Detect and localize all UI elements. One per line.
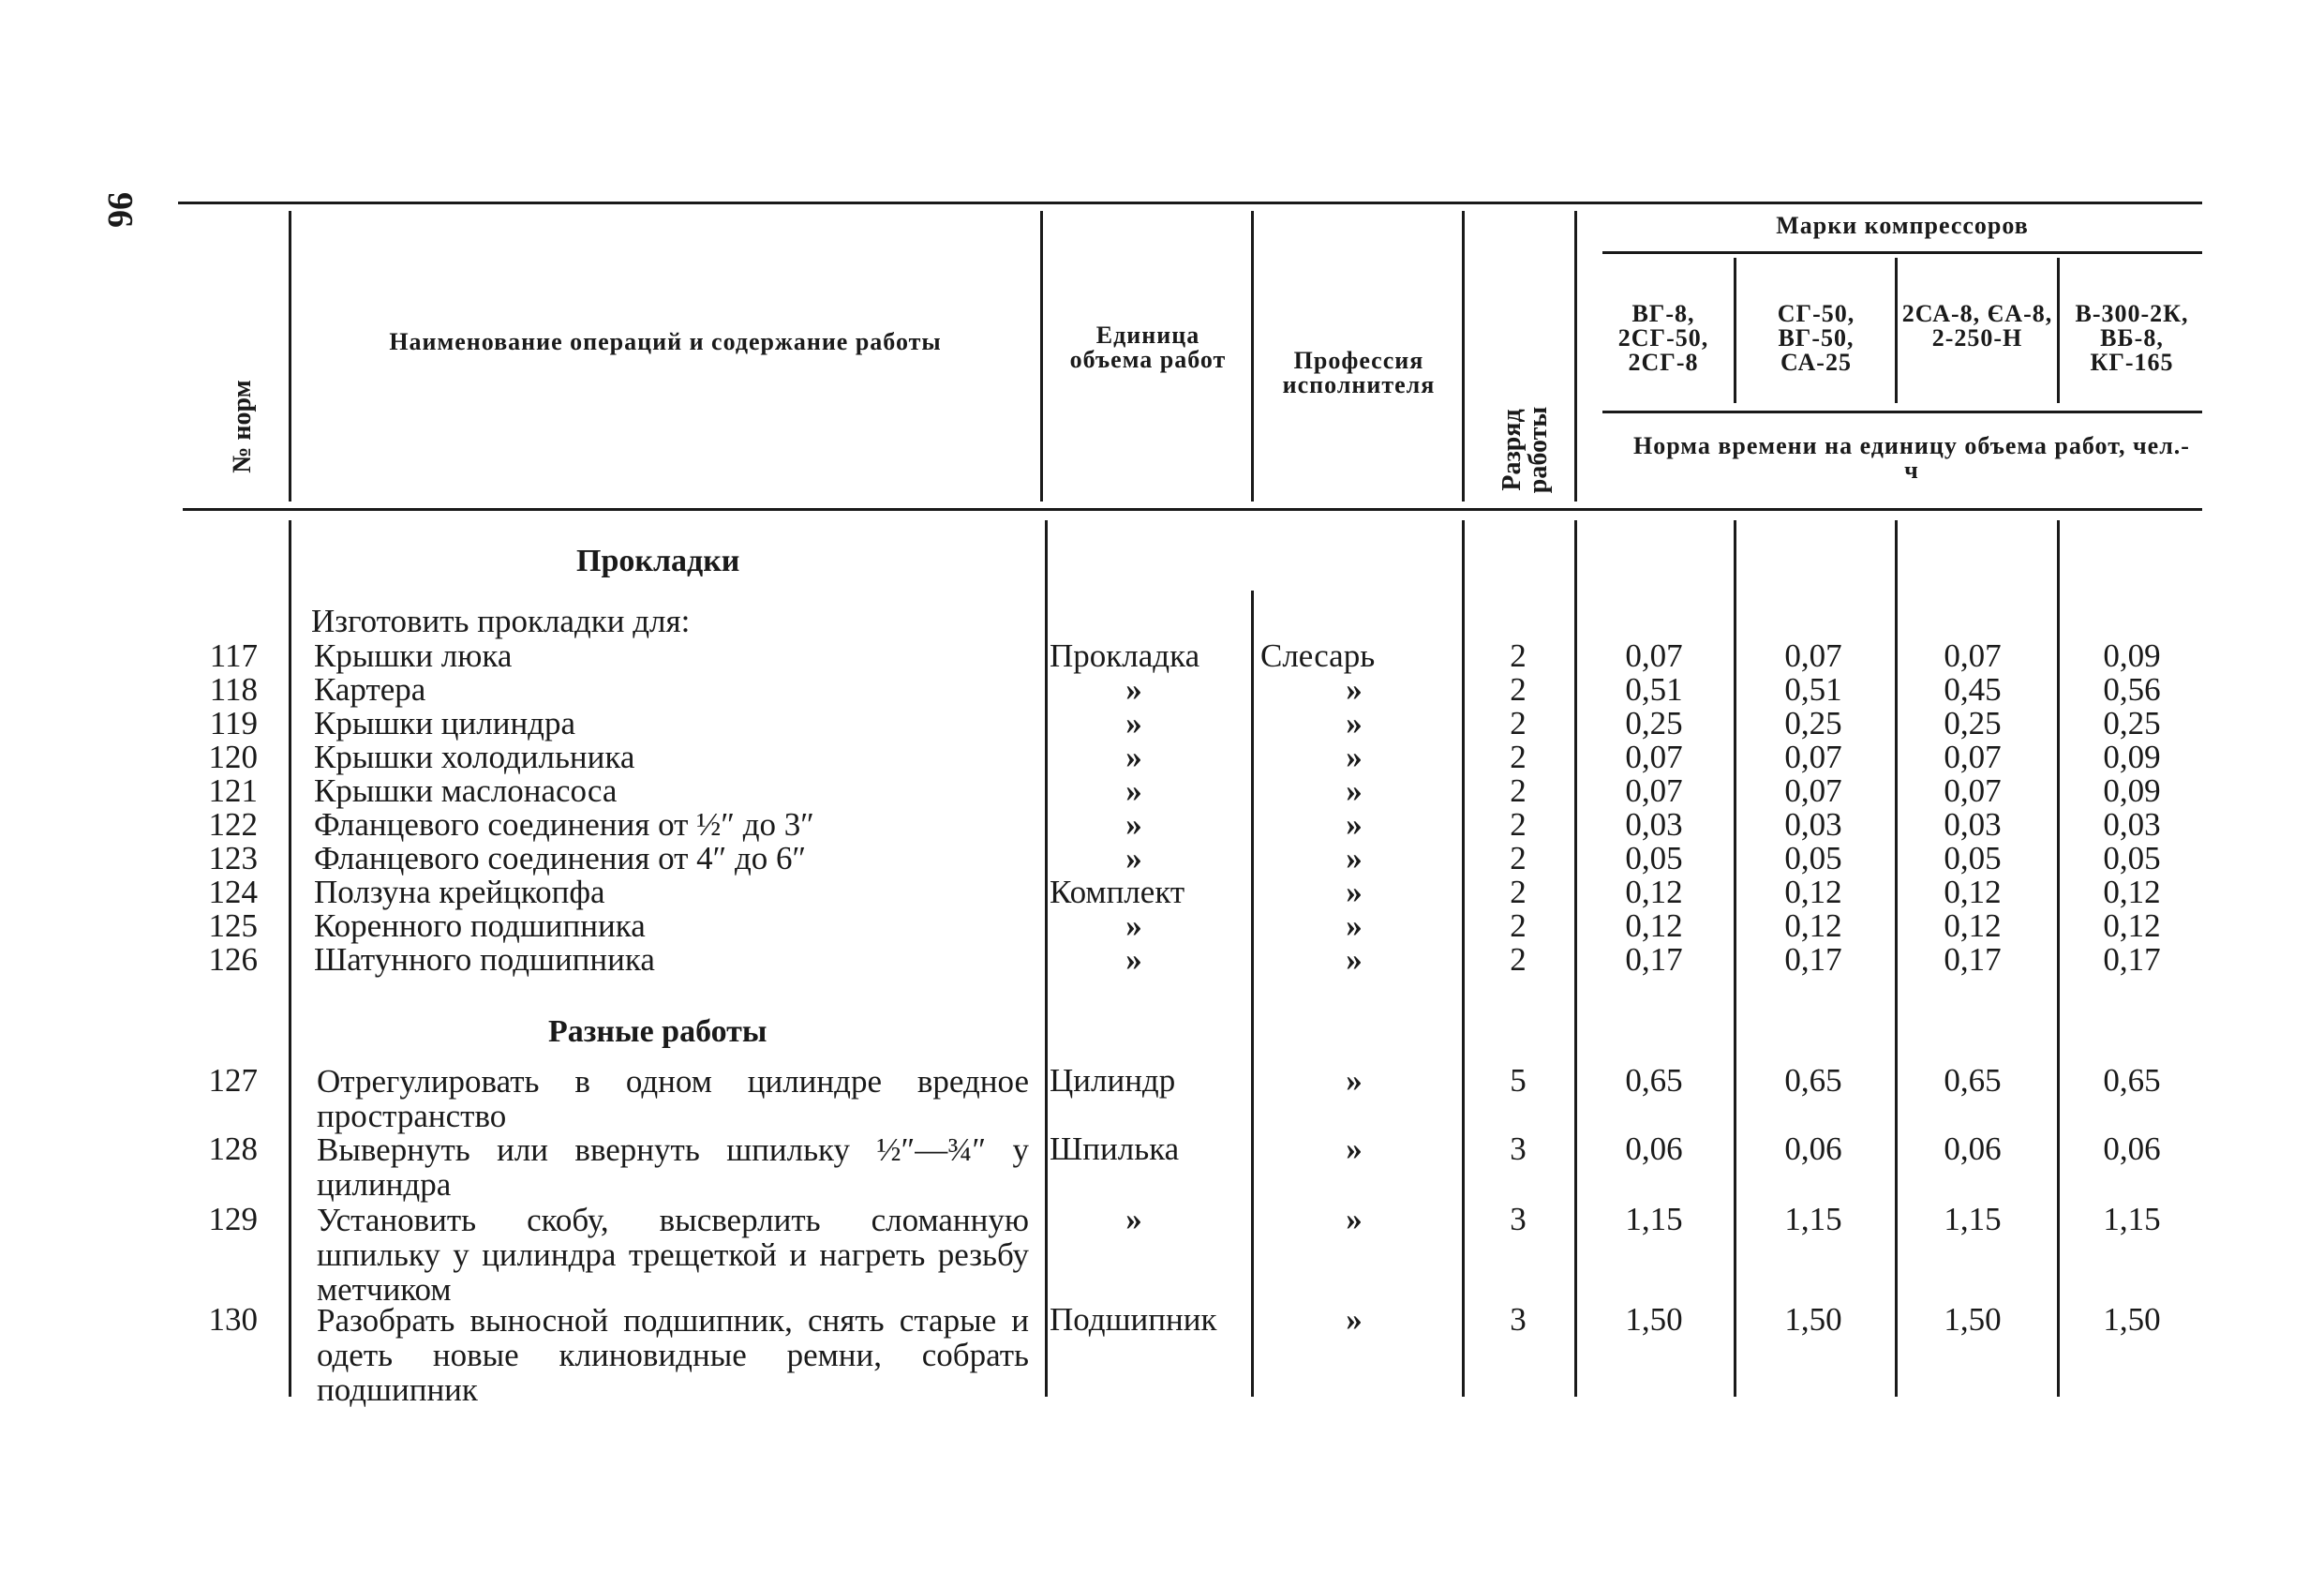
- row-number: 129: [208, 1201, 258, 1237]
- row-grade: 2: [1510, 874, 1527, 910]
- row-number: 119: [209, 705, 258, 741]
- row-grade: 5: [1510, 1062, 1527, 1099]
- row-value: 0,07: [1625, 637, 1683, 674]
- row-grade: 2: [1510, 941, 1527, 978]
- row-value: 0,12: [1625, 907, 1683, 944]
- row-number: 127: [208, 1062, 258, 1099]
- row-name: Коренного подшипника: [314, 907, 646, 944]
- row-profession: »: [1346, 941, 1363, 978]
- row-value: 0,07: [1625, 739, 1683, 775]
- row-profession: »: [1346, 772, 1363, 809]
- row-value: 0,07: [1944, 739, 2002, 775]
- row-value: 0,09: [2103, 637, 2161, 674]
- row-value: 0,09: [2103, 739, 2161, 775]
- row-name: Вывернуть или ввернуть шпильку ½″—¾″ у цилиндра: [317, 1131, 1029, 1203]
- row-grade: 2: [1510, 907, 1527, 944]
- row-value: 0,12: [1784, 874, 1842, 910]
- row-value: 0,65: [1625, 1062, 1683, 1099]
- row-value: 0,17: [2103, 941, 2161, 978]
- row-value: 0,03: [2103, 806, 2161, 843]
- row-value: 1,50: [2103, 1301, 2161, 1338]
- row-unit: »: [1125, 840, 1142, 876]
- row-value: 0,07: [1784, 637, 1842, 674]
- row-value: 0,05: [1625, 840, 1683, 876]
- row-value: 0,12: [1944, 874, 2002, 910]
- row-grade: 2: [1510, 772, 1527, 809]
- row-value: 0,05: [2103, 840, 2161, 876]
- body-sep-1: [289, 520, 291, 1397]
- row-grade: 2: [1510, 671, 1527, 708]
- header-unit: Единица объема работ: [1069, 322, 1227, 373]
- row-unit: »: [1125, 739, 1142, 775]
- header-brand-4: В-300-2К, ВБ-8, КГ-165: [2075, 300, 2189, 376]
- row-value: 0,65: [1944, 1062, 2002, 1099]
- row-value: 1,50: [1944, 1301, 2002, 1338]
- header-brand-1: ВГ-8, 2СГ-50, 2СГ-8: [1617, 300, 1709, 376]
- header-profession: Профессия исполнителя: [1282, 347, 1436, 398]
- row-grade: 3: [1510, 1301, 1527, 1338]
- row-unit: Прокладка: [1050, 637, 1200, 674]
- header-brand-3: 2СА-8, ЄА-8, 2-250-Н: [1901, 300, 2053, 352]
- table-top-rule: [178, 202, 2202, 204]
- row-value: 1,15: [1784, 1201, 1842, 1237]
- row-number: 124: [208, 874, 258, 910]
- row-value: 1,15: [2103, 1201, 2161, 1237]
- row-value: 0,07: [1784, 739, 1842, 775]
- row-value: 0,06: [2103, 1130, 2161, 1167]
- row-number: 122: [208, 806, 258, 843]
- row-value: 0,17: [1784, 941, 1842, 978]
- row-value: 0,03: [1784, 806, 1842, 843]
- row-name: Отрегулировать в одном цилиндре вредное пространство: [317, 1063, 1029, 1134]
- row-value: 0,07: [1944, 637, 2002, 674]
- row-unit: »: [1125, 705, 1142, 741]
- row-unit: »: [1125, 1201, 1142, 1237]
- row-unit: Подшипник: [1050, 1301, 1217, 1338]
- col-sep-4: [1462, 211, 1465, 502]
- row-name: Установить скобу, высверлить сломанную шпильку у цилиндра трещеткой и нагреть резьбу метчиком: [317, 1202, 1029, 1308]
- row-value: 0,12: [1625, 874, 1683, 910]
- row-grade: 3: [1510, 1130, 1527, 1167]
- header-brands: Марки компрессоров: [1776, 212, 2029, 239]
- row-value: 0,09: [2103, 772, 2161, 809]
- header-no: № норм: [228, 380, 257, 473]
- header-norm: Норма времени на единицу объема работ, чел.-ч: [1633, 432, 2190, 484]
- section-title: Разные работы: [548, 1014, 767, 1049]
- row-number: 118: [209, 671, 258, 708]
- row-value: 0,03: [1944, 806, 2002, 843]
- row-profession: »: [1346, 705, 1363, 741]
- row-unit: Шпилька: [1050, 1130, 1180, 1167]
- body-sep-8: [2057, 520, 2060, 1397]
- row-grade: 3: [1510, 1201, 1527, 1237]
- row-unit: »: [1125, 907, 1142, 944]
- row-value: 0,25: [2103, 705, 2161, 741]
- row-value: 0,07: [1944, 772, 2002, 809]
- row-name: Крышки цилиндра: [314, 705, 576, 741]
- row-profession: »: [1346, 874, 1363, 910]
- row-unit: Цилиндр: [1050, 1062, 1176, 1099]
- col-sep-7: [1895, 258, 1898, 403]
- row-value: 0,12: [1944, 907, 2002, 944]
- row-unit: Комплект: [1050, 874, 1185, 910]
- row-profession: »: [1346, 840, 1363, 876]
- row-number: 125: [208, 907, 258, 944]
- row-value: 0,51: [1784, 671, 1842, 708]
- row-value: 0,06: [1625, 1130, 1683, 1167]
- section-intro: Изготовить прокладки для:: [311, 603, 691, 639]
- row-number: 128: [208, 1130, 258, 1167]
- row-value: 0,05: [1944, 840, 2002, 876]
- row-profession: »: [1346, 1062, 1363, 1099]
- header-brand-2: СГ-50, ВГ-50, СА-25: [1777, 300, 1855, 376]
- col-sep-1: [289, 211, 291, 502]
- row-value: 0,25: [1944, 705, 2002, 741]
- row-value: 0,07: [1625, 772, 1683, 809]
- row-unit: »: [1125, 941, 1142, 978]
- col-sep-6: [1734, 258, 1736, 403]
- row-name: Крышки холодильника: [314, 739, 635, 775]
- body-sep-3: [1251, 591, 1254, 1397]
- row-value: 0,12: [2103, 907, 2161, 944]
- row-value: 0,65: [2103, 1062, 2161, 1099]
- body-sep-2: [1045, 520, 1048, 1397]
- body-sep-6: [1734, 520, 1736, 1397]
- row-value: 0,17: [1625, 941, 1683, 978]
- row-value: 0,06: [1944, 1130, 2002, 1167]
- col-sep-2: [1040, 211, 1043, 502]
- row-grade: 2: [1510, 705, 1527, 741]
- row-profession: »: [1346, 1201, 1363, 1237]
- row-grade: 2: [1510, 806, 1527, 843]
- row-grade: 2: [1510, 739, 1527, 775]
- row-value: 1,50: [1784, 1301, 1842, 1338]
- row-name: Фланцевого соединения от 4″ до 6″: [314, 840, 807, 876]
- row-number: 123: [208, 840, 258, 876]
- row-profession: »: [1346, 739, 1363, 775]
- row-number: 121: [208, 772, 258, 809]
- row-profession: »: [1346, 907, 1363, 944]
- row-unit: »: [1125, 806, 1142, 843]
- row-unit: »: [1125, 671, 1142, 708]
- header-bottom-rule: [183, 508, 2202, 511]
- row-name: Крышки маслонасоса: [314, 772, 618, 809]
- row-name: Крышки люка: [314, 637, 513, 674]
- row-number: 130: [208, 1301, 258, 1338]
- row-name: Ползуна крейцкопфа: [314, 874, 605, 910]
- row-name: Картера: [314, 671, 426, 708]
- row-value: 0,12: [1784, 907, 1842, 944]
- header-grade: Разряд работы: [1497, 406, 1553, 494]
- row-value: 0,45: [1944, 671, 2002, 708]
- row-name: Фланцевого соединения от ½″ до 3″: [314, 806, 814, 843]
- row-value: 0,25: [1625, 705, 1683, 741]
- row-number: 120: [208, 739, 258, 775]
- row-profession: »: [1346, 806, 1363, 843]
- col-sep-3: [1251, 211, 1254, 502]
- row-value: 1,15: [1944, 1201, 2002, 1237]
- col-sep-5: [1574, 211, 1577, 502]
- row-profession: »: [1346, 1130, 1363, 1167]
- body-sep-7: [1895, 520, 1898, 1397]
- row-name: Разобрать выносной подшипник, снять старые и одеть новые клиновидные ремни, собрать подшипник: [317, 1302, 1029, 1408]
- row-value: 0,25: [1784, 705, 1842, 741]
- row-number: 126: [208, 941, 258, 978]
- row-value: 0,03: [1625, 806, 1683, 843]
- page-number: 96: [100, 192, 140, 228]
- row-value: 0,07: [1784, 772, 1842, 809]
- brands-rule: [1602, 251, 2202, 254]
- row-value: 1,50: [1625, 1301, 1683, 1338]
- row-value: 0,17: [1944, 941, 2002, 978]
- row-unit: »: [1125, 772, 1142, 809]
- row-value: 0,56: [2103, 671, 2161, 708]
- col-sep-8: [2057, 258, 2060, 403]
- row-value: 0,05: [1784, 840, 1842, 876]
- row-value: 1,15: [1625, 1201, 1683, 1237]
- row-value: 0,06: [1784, 1130, 1842, 1167]
- header-name: Наименование операций и содержание работы: [389, 328, 942, 355]
- norm-rule: [1602, 411, 2202, 413]
- row-grade: 2: [1510, 637, 1527, 674]
- body-sep-4: [1462, 520, 1465, 1397]
- row-profession: Слесарь: [1260, 637, 1376, 674]
- row-value: 0,65: [1784, 1062, 1842, 1099]
- row-name: Шатунного подшипника: [314, 941, 655, 978]
- row-value: 0,51: [1625, 671, 1683, 708]
- body-sep-5: [1574, 520, 1577, 1397]
- row-profession: »: [1346, 671, 1363, 708]
- row-profession: »: [1346, 1301, 1363, 1338]
- row-grade: 2: [1510, 840, 1527, 876]
- row-value: 0,12: [2103, 874, 2161, 910]
- row-number: 117: [209, 637, 258, 674]
- section-title: Прокладки: [576, 544, 740, 578]
